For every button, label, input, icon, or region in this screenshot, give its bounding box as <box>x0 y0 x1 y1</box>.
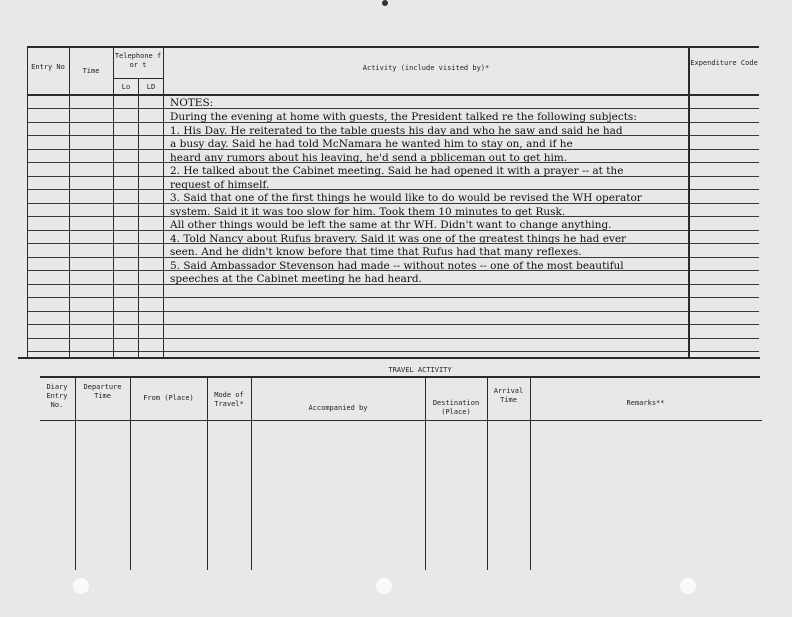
note-line: 4. Told Nancy about Rufus bravery. Said it was one of the greatest things he had ever <box>170 232 627 245</box>
accompanied-by-header: Accompanied by <box>308 404 368 412</box>
remarks-header: Remarks** <box>626 399 665 407</box>
note-line: 3. Said that one of the first things he would like to do would be revised the WH operator <box>170 192 642 204</box>
from-place-header: From (Place) <box>143 394 194 402</box>
note-line: 5. Said Ambassador Stevenson had made -- without notes -- one of the most beautiful <box>170 259 624 272</box>
expenditure-code-header: Expenditure Code <box>690 59 758 67</box>
col-divider <box>163 46 164 357</box>
note-line: request of himself. <box>170 178 270 191</box>
telephone-lo-header: Lo <box>121 83 131 91</box>
rule-line <box>27 297 759 298</box>
notes-title: NOTES: <box>170 97 214 109</box>
departure-time-header: Departure Time <box>83 383 122 400</box>
note-line: All other things would be left the same at thr WH. Didn't want to change anything. <box>170 219 612 231</box>
activity-header: Activity (include visited by)* <box>362 64 490 72</box>
telephone-header: Telephone f or t <box>114 52 162 69</box>
punch-hole <box>376 578 392 594</box>
destination-header: Destination (Place) <box>432 399 480 416</box>
diary-bottom-border <box>18 357 760 359</box>
rule-line <box>27 351 759 352</box>
telephone-ld-header: LD <box>146 83 156 91</box>
col-divider <box>113 46 114 357</box>
note-line: 2. He talked about the Cabinet meeting. Said he had opened it with a prayer -- at the <box>170 165 624 177</box>
header-bottom-border <box>27 94 759 96</box>
top-border <box>27 46 759 48</box>
note-line: system. Said it it was too slow for him. Took them 10 minutes to get Rusk. <box>170 205 566 218</box>
note-line: heard any rumors about his leaving, he'd send a pbliceman out to get him. <box>170 151 568 164</box>
punch-mark <box>382 0 388 6</box>
travel-col-divider <box>130 376 131 570</box>
rule-line <box>27 311 759 312</box>
note-line: 1. His Day. He reiterated to the table guests his day and who he saw and said he had <box>170 124 623 137</box>
travel-col-divider <box>75 376 76 570</box>
note-line: a busy day. Said he had told McNamara he wanted him to stay on, and if he <box>170 138 573 150</box>
rule-line <box>27 189 759 190</box>
col-divider <box>138 78 139 357</box>
rule-line <box>27 108 759 109</box>
note-line: seen. And he didn't know before that time that Rufus had that many reflexes. <box>170 246 582 258</box>
travel-activity-title: TRAVEL ACTIVITY <box>388 366 452 374</box>
travel-col-divider <box>487 376 488 570</box>
diary-entry-no-header: Diary Entry No. <box>46 383 68 409</box>
note-line: During the evening at home with guests, the President talked re the following subjects: <box>170 111 637 123</box>
entry-no-header: Entry No <box>31 63 65 71</box>
time-header: Time <box>82 67 100 75</box>
rule-line <box>27 338 759 339</box>
rule-line <box>27 324 759 325</box>
col-divider <box>688 46 690 357</box>
arrival-time-header: Arrival Time <box>493 387 524 404</box>
col-divider <box>69 46 70 357</box>
col-divider <box>27 46 28 357</box>
note-line: speeches at the Cabinet meeting he had heard. <box>170 273 422 285</box>
punch-hole <box>680 578 696 594</box>
mode-of-travel-header: Mode of Travel* <box>214 391 244 408</box>
punch-hole <box>73 578 89 594</box>
travel-header-bottom-border <box>40 420 762 421</box>
travel-top-border <box>40 376 760 378</box>
